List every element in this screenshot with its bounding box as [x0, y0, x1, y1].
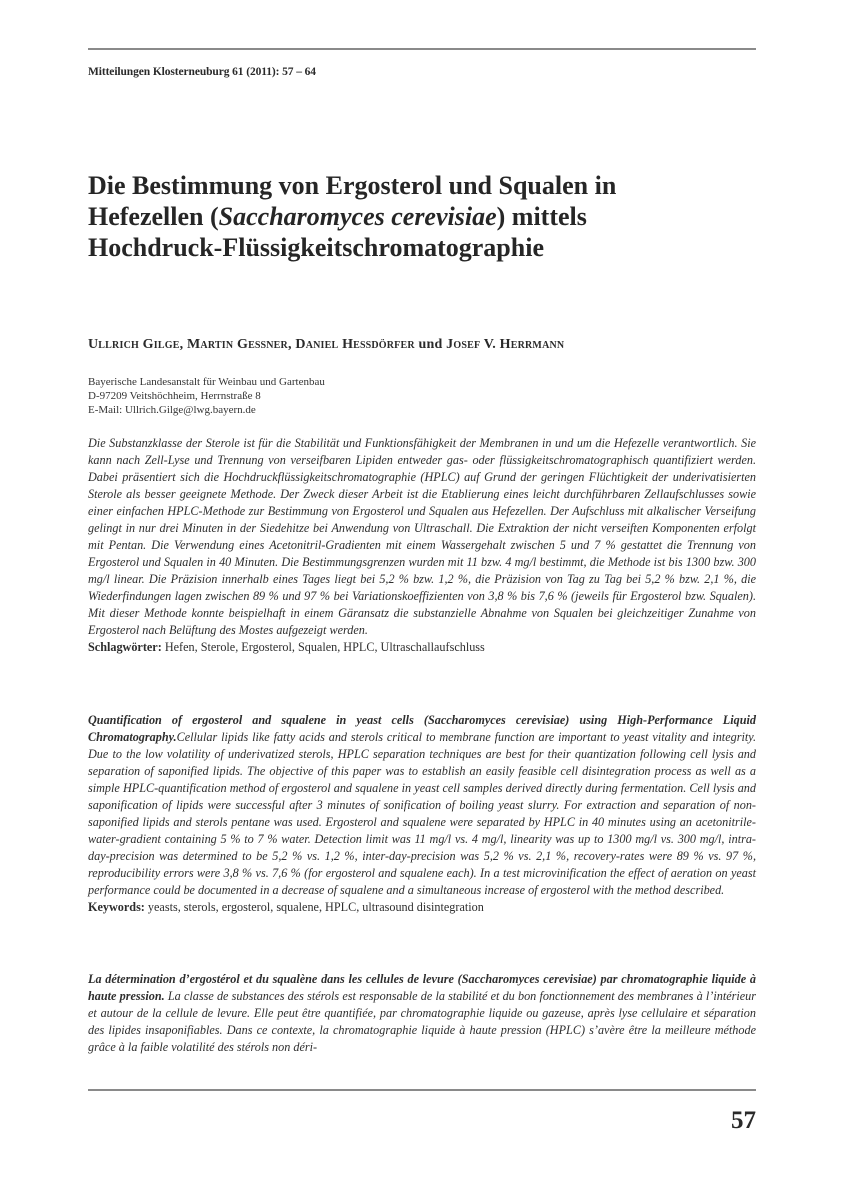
title-line-1: Die Bestimmung von Ergosterol und Squalen in [88, 171, 617, 200]
affiliation [88, 375, 488, 417]
bottom-rule [88, 1089, 756, 1091]
title-line-2-post: ) mittels [496, 202, 587, 231]
affiliation-email[interactable]: E-Mail: Ullrich.Gilge@lwg.bayern.de [88, 404, 256, 416]
abstract-english [88, 712, 756, 916]
affiliation-address: D-97209 Veitshöchheim, Herrnstraße 8 [88, 390, 261, 402]
title-line-2-pre: Hefezellen ( [88, 202, 219, 231]
keywords-german-label: Schlagwörter: [88, 640, 162, 654]
abstract-french [88, 971, 756, 1056]
abstract-german-body: Die Substanzklasse der Sterole ist für die Stabilität und Funktionsfähigkeit der Membranen in und um die Hefezelle verantwortlich. Sie kann nach Zell-Lyse und Trennung von verseifbaren Lipiden entweder gas- oder flüssigkeitschromatographisch quantifiziert werden. Dabei präsentiert sich die Hochdruckflüssigkeitschromatographie (HPLC) auf Grund der geringen Flüchtigkeit der underivatisierten Sterole als besser geeignete Methode. Der Zweck dieser Arbeit ist die Etablierung eines leicht durchführbaren Zellaufschlusses sowie einer einfachen HPLC-Methode zur Bestimmung von Ergosterol und Squalen aus Hefezellen. Der Aufschluss mit alkalischer Verseifung gelingt in nur drei Minuten in der Siedehitze bei Anwendung von Ultraschall. Die Extraktion der nicht verseiften Komponenten erfolgt mit Pentan. Die Verwendung eines Acetonitril-Gradienten mit einem Wassergehalt zwischen 5 und 7 % gestattet die Trennung von Ergosterol und Squalen in 40 Minuten. Die Bestimmungsgrenzen wurden mit 11 bzw. 4 mg/l bestimmt, die Methode ist bis 1300 bzw. 300 mg/l linear. Die Präzision innerhalb eines Tages liegt bei 5,2 % bzw. 1,2 %, die Präzision von Tag zu Tag bei 5,2 % bzw. 2,1 %, die Wiederfindungen lagen zwischen 89 % und 97 % bei Variationskoeffizienten von 3,8 % bis 7,6 % (jeweils für Ergosterol bzw. Squalen). Mit dieser Methode konnte beispielhaft in einem Gäransatz die substanzielle Abnahme von Squalen bei gleichzeitiger Zunahme von Ergosterol nach Belüftung des Mostes aufgezeigt werden. [88, 436, 756, 637]
author-list: Ullrich Gilge, Martin Geßner, Daniel Heßdörfer und Josef V. Herrmann [88, 337, 565, 352]
keywords-english-label: Keywords: [88, 900, 145, 914]
abstract-english-title: Quantification of ergosterol and squalene in yeast cells (Saccharomyces cerevisiae) using High-Performance Liquid Chromatography. [88, 713, 756, 744]
abstract-german [88, 435, 756, 656]
title-line-3: Hochdruck-Flüssigkeitschromatographie [88, 233, 544, 262]
author-2: Martin Geßner [186, 337, 288, 352]
abstract-english-body: Cellular lipids like fatty acids and sterols critical to membrane function are important to yeast vitality and integrity. Due to the low volatility of underivatized sterols, HPLC separation techniques are best for their quantization following cell lysis and separation of saponified lipids. The objective of this paper was to establish an easily feasible cell disintegration process as well as a simple HPLC-quantification method of ergosterol and squalene in yeast cell samples derived directly during fermentation. Cell lysis and saponification of lipids were successful after 3 minutes of sonification of boiling yeast slurry. For extraction and separation of non-saponified lipids and sterols pentane was used. Ergosterol and squalene were separated by HPLC in 40 minutes using an acetonitrile-water-gradient containing 5 % to 7 % water. Detection limit was 11 mg/l vs. 4 mg/l, linearity was up to 1300 mg/l vs. 300 mg/l, intra-day-precision was determined to be 5,2 % vs. 1,2 %, inter-day-precision was 5,2 % vs. 2,1 %, recovery-rates were 89 % vs. 97 %, reproducibility errors were 3,8 % vs. 7,6 % (for ergosterol and squalene each). In a test microvinification the effect of aeration on yeast performance could be documented in a decrease of squalene and a simultaneous increase of ergosterol with the method described. [88, 730, 756, 897]
journal-citation: Mitteilungen Klosterneuburg 61 (2011): 57 – 64 [88, 66, 316, 78]
page-number: 57 [731, 1107, 756, 1134]
title-species: Saccharomyces cerevisiae [218, 202, 497, 231]
author-conjunction: und [418, 337, 443, 352]
author-1: Ullrich Gilge [88, 337, 180, 352]
keywords-english-text: yeasts, sterols, ergosterol, squalene, HPLC, ultrasound disintegration [144, 900, 484, 914]
article-title [88, 170, 756, 263]
affiliation-institute: Bayerische Landesanstalt für Weinbau und Gartenbau [88, 376, 325, 388]
keywords-german [88, 640, 485, 654]
abstract-french-title: La détermination d’ergostérol et du squalène dans les cellules de levure (Saccharomyces cerevisiae) par chromatographie liquide à haute pression. [88, 972, 756, 1003]
author-4: Josef V. Herrmann [446, 337, 565, 352]
abstract-french-body: La classe de substances des stérols est responsable de la stabilité et du bon fonctionnement des membranes à l’intérieur et autour de la cellule de levure. Elle peut être quantifiée, par chromatographie liquide ou gazeuse, après lyse cellulaire et séparation des lipides insaponifiables. Dans ce contexte, la chromatographie liquide à haute pression (HPLC) s’avère être la meilleure méthode grâce à la faible volatilité des stérols non déri- [88, 989, 757, 1054]
keywords-german-text: Hefen, Sterole, Ergosterol, Squalen, HPLC, Ultraschallaufschluss [161, 640, 485, 654]
author-3: Daniel Heßdörfer [295, 337, 415, 352]
top-rule [88, 48, 756, 50]
keywords-english [88, 900, 484, 914]
